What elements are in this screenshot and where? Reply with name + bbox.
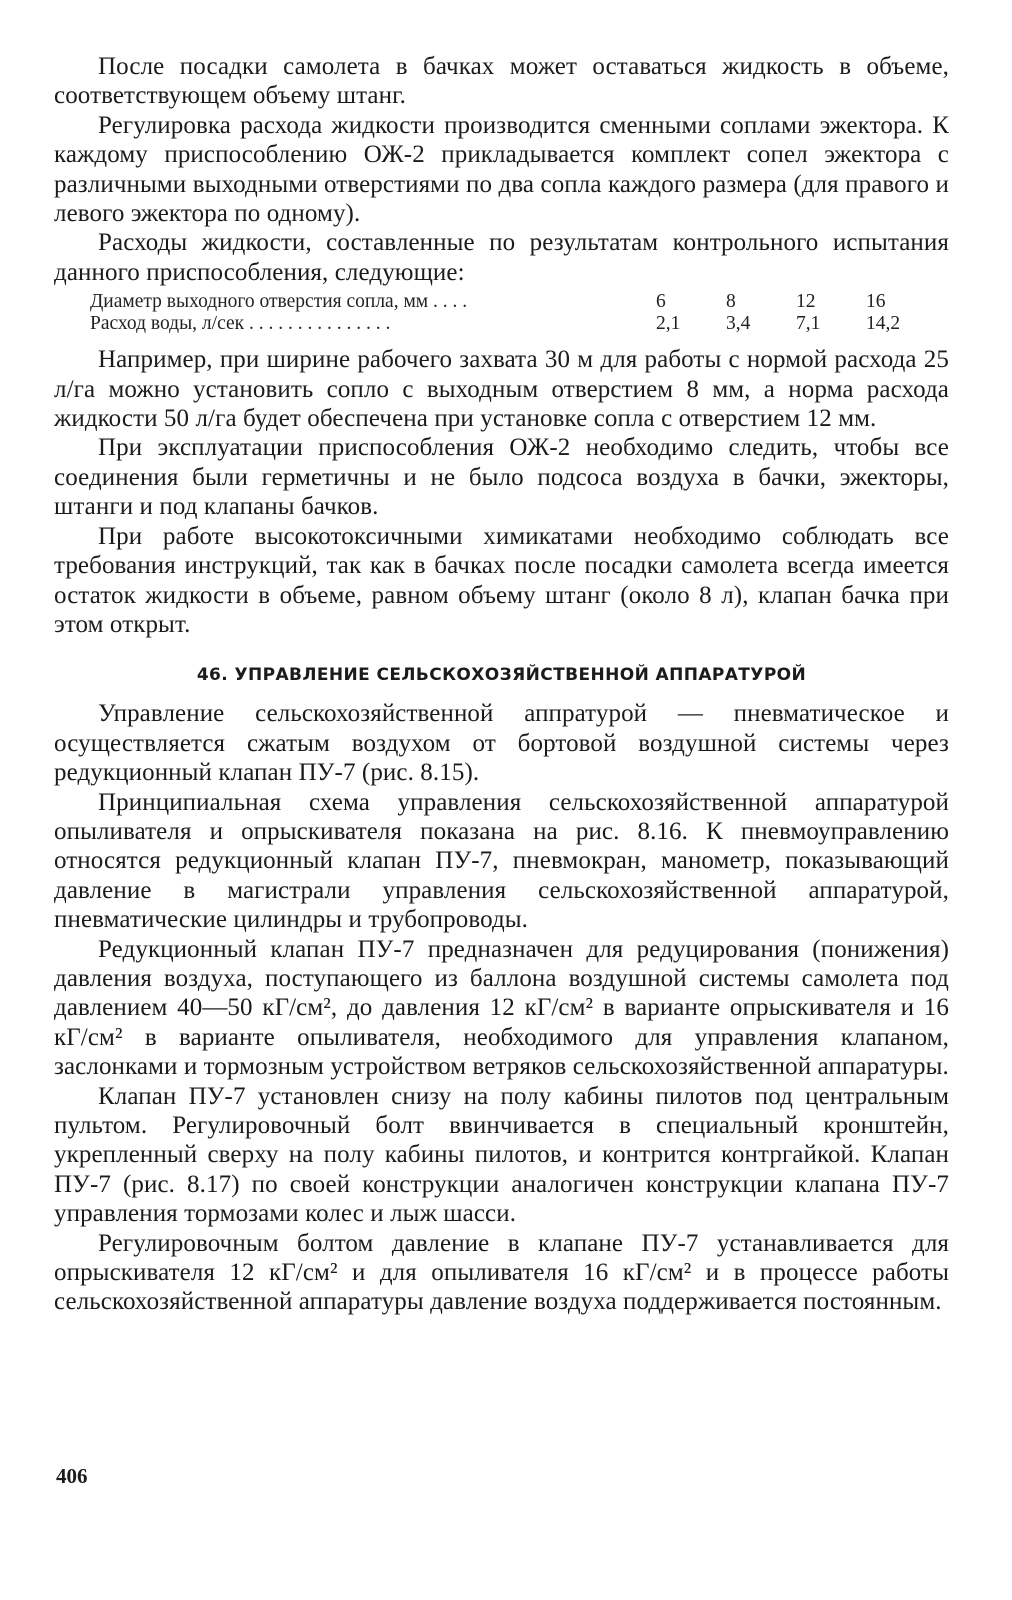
paragraph: Например, при ширине рабочего захвата 30 м для работы с нормой расхода 25 л/га можно установить сопло с выходным отверстием 8 мм, а норма расхода жидкости 50 л/га будет обеспечена при установке сопла с отверстием 12 мм. — [54, 346, 949, 433]
paragraph: При эксплуатации приспособления ОЖ-2 необходимо следить, чтобы все соединения были герметичны и не было подсоса воздуха в бачки, эжекторы, штанги и под клапаны бачков. — [54, 434, 949, 521]
paragraph: Редукционный клапан ПУ-7 предназначен для редуцирования (понижения) давления воздуха, поступающего из баллона воздушной системы самолета под давлением 40—50 кГ/см², до давления 12 кГ/см² в варианте опрыскивателя и 16 кГ/см² в варианте опыливателя, необходимого для управления клапаном, заслонками и тормозным устройством ветряков сельскохозяйственной аппаратуры. — [54, 935, 949, 1081]
table-row-label: Диаметр выходного отверстия сопла, мм . . . . — [90, 291, 468, 313]
page-number: 406 — [56, 1464, 88, 1488]
table-cell: 16 — [866, 291, 886, 313]
nozzle-flow-table — [90, 291, 949, 335]
section-heading: 46. УПРАВЛЕНИЕ СЕЛЬСКОХОЗЯЙСТВЕННОЙ АППАРАТУРОЙ — [196, 665, 807, 686]
paragraph: При работе высокотоксичными химикатами необходимо соблюдать все требования инструкций, так как в бачках после посадки самолета всегда имеется остаток жидкости в объеме, равном объему штанг (около 8 л), клапан бачка при этом открыт. — [54, 522, 949, 638]
paragraph: Расходы жидкости, составленные по результатам контрольного испытания данного приспособления, следующие: — [54, 229, 949, 286]
table-row-diameter — [90, 291, 949, 313]
table-cell: 14,2 — [866, 313, 901, 335]
paragraph: Регулировочным болтом давление в клапане ПУ-7 устанавливается для опрыскивателя 12 кГ/см² и для опыливателя 16 кГ/см² и в процессе работы сельскохозяйственной аппаратуры давление воздуха поддерживается постоянным. — [54, 1229, 949, 1316]
paragraph: Принципиальная схема управления сельскохозяйственной аппаратурой опыливателя и опрыскивателя показана на рис. 8.16. К пневмоуправлению относятся редукционный клапан ПУ-7, пневмокран, манометр, показывающий давление в магистрали управления сельскохозяйственной аппаратурой, пневматические цилиндры и трубопроводы. — [54, 788, 949, 934]
table-row-label: Расход воды, л/сек . . . . . . . . . . . . . . . — [90, 313, 391, 335]
table-cell: 7,1 — [796, 313, 821, 335]
paragraph: Управление сельскохозяйственной аппратурой — пневматическое и осуществляется сжатым воздухом от бортовой воздушной системы через редукционный клапан ПУ-7 (рис. 8.15). — [54, 700, 949, 787]
table-row-flow — [90, 313, 949, 335]
text-block — [54, 52, 949, 1317]
paragraph: Регулировка расхода жидкости производится сменными соплами эжектора. К каждому приспособлению ОЖ-2 прикладывается комплект сопел эжектора с различными выходными отверстиями по два сопла каждого размера (для правого и левого эжектора по одному). — [54, 111, 949, 228]
table-cell: 6 — [656, 291, 666, 313]
table-cell: 2,1 — [656, 313, 681, 335]
table-cell: 3,4 — [726, 313, 751, 335]
paragraph: После посадки самолета в бачках может оставаться жидкость в объеме, соответствующем объему штанг. — [54, 53, 949, 110]
table-cell: 8 — [726, 291, 736, 313]
paragraph: Клапан ПУ-7 установлен снизу на полу кабины пилотов под центральным пультом. Регулировочный болт ввинчивается в специальный кронштейн, укрепленный сверху на полу кабины пилотов, и контрится контргайкой. Клапан ПУ-7 (рис. 8.17) по своей конструкции аналогичен конструкции клапана ПУ-7 управления тормозами колес и лыж шасси. — [54, 1082, 949, 1228]
table-cell: 12 — [796, 291, 816, 313]
